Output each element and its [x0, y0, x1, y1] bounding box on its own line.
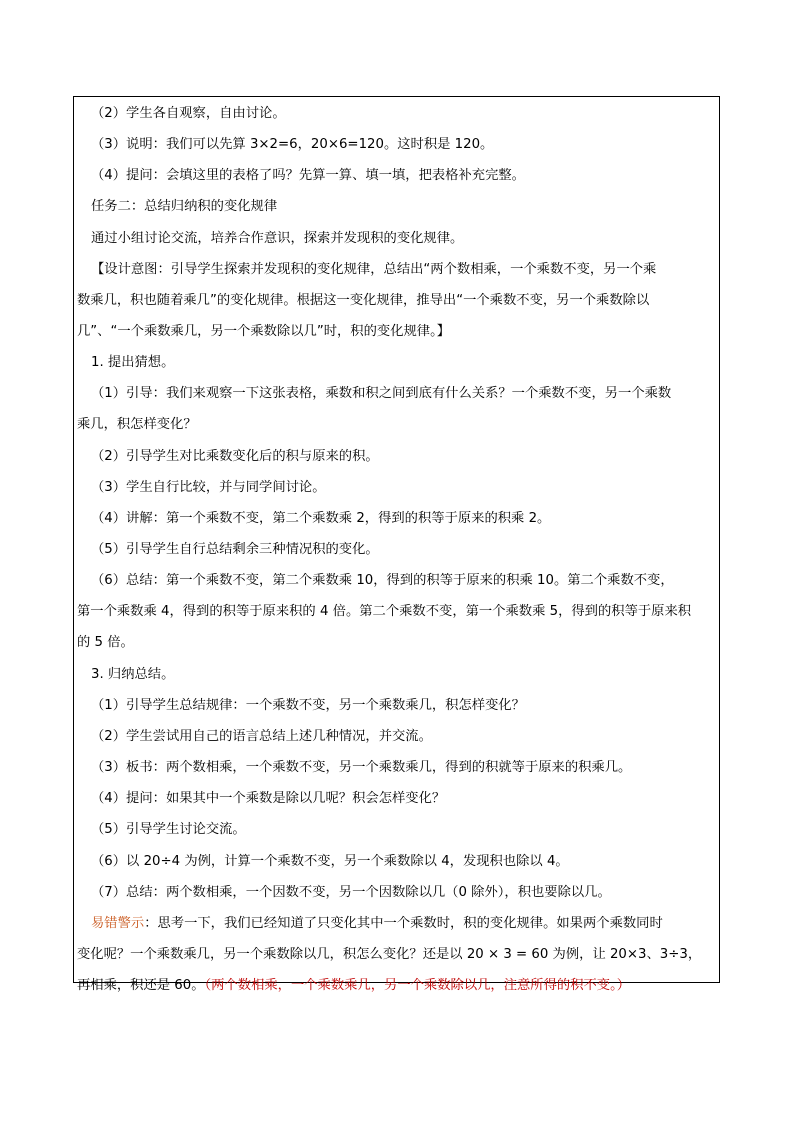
design-intent-line: 【设计意图：引导学生探索并发现积的变化规律，总结出“两个数相乘，一个乘数不变，另一个乘: [91, 262, 657, 277]
text-line: （7）总结：两个数相乘，一个因数不变，另一个因数除以几（0 除外），积也要除以几。: [91, 885, 611, 900]
text-line: 乘几，积怎样变化？: [77, 417, 197, 432]
text-line: （3）板书：两个数相乘，一个乘数不变，另一个乘数乘几，得到的积就等于原来的积乘几。: [91, 760, 632, 775]
text-line: （3）学生自行比较，并与同学间讨论。: [91, 480, 326, 495]
text-line: （4）提问：会填这里的表格了吗？先算一算、填一填，把表格补充完整。: [91, 168, 525, 183]
text-line: （4）提问：如果其中一个乘数是除以几呢？积会怎样变化？: [91, 791, 446, 806]
text-line: （6）以 20÷4 为例，计算一个乘数不变，另一个乘数除以 4，发现积也除以 4。: [91, 854, 569, 869]
text-line: （5）引导学生自行总结剩余三种情况积的变化。: [91, 542, 379, 557]
warning-line: 变化呢？一个乘数乘几，另一个乘数除以几，积怎么变化？还是以 20 × 3 = 60 为例，让 20×3、3÷3，: [77, 947, 702, 962]
warning-line: [77, 976, 717, 996]
text-line: （6）总结：第一个乘数不变，第二个乘数乘 10，得到的积等于原来的积乘 10。第二个乘数不变，: [91, 573, 674, 588]
warning-emphasis: （两个数相乘，一个乘数乘几，另一个乘数除以几，注意所得的积不变。）: [204, 978, 631, 993]
text-line: 第一个乘数乘 4，得到的积等于原来积的 4 倍。第二个乘数不变，第一个乘数乘 5，得到的积等于原来积: [77, 604, 692, 619]
text-line: （1）引导：我们来观察一下这张表格，乘数和积之间到底有什么关系？一个乘数不变，另一个乘数: [91, 386, 672, 401]
text-line: （2）学生尝试用自己的语言总结上述几种情况，并交流。: [91, 729, 432, 744]
warning-label: 易错警示: [91, 916, 145, 931]
warning-line: [91, 914, 731, 934]
section-heading: 3. 归纳总结。: [91, 667, 175, 682]
text-line: （5）引导学生讨论交流。: [91, 822, 246, 837]
warning-text: 再相乘，积还是 60。: [77, 978, 205, 993]
section-heading: 1. 提出猜想。: [91, 355, 175, 370]
text-line: （3）说明：我们可以先算 3×2=6，20×6=120。这时积是 120。: [91, 137, 494, 152]
design-intent-line: 数乘几，积也随着乘几”的变化规律。根据这一变化规律，推导出“一个乘数不变，另一个乘数除以: [77, 293, 650, 308]
design-intent-line: 几”、“一个乘数乘几，另一个乘数除以几”时，积的变化规律。】: [77, 324, 451, 339]
task-heading: 任务二：总结归纳积的变化规律: [91, 199, 278, 214]
warning-text: ：思考一下，我们已经知道了只变化其中一个乘数时，积的变化规律。如果两个乘数同时: [144, 916, 663, 931]
text-line: （4）讲解：第一个乘数不变，第二个乘数乘 2，得到的积等于原来的积乘 2。: [91, 511, 551, 526]
text-line: 的 5 倍。: [77, 635, 134, 650]
text-line: 通过小组讨论交流，培养合作意识，探索并发现积的变化规律。: [91, 231, 464, 246]
text-line: （2）学生各自观察，自由讨论。: [91, 106, 286, 121]
text-line: （2）引导学生对比乘数变化后的积与原来的积。: [91, 449, 379, 464]
text-line: （1）引导学生总结规律：一个乘数不变，另一个乘数乘几，积怎样变化？: [91, 698, 525, 713]
